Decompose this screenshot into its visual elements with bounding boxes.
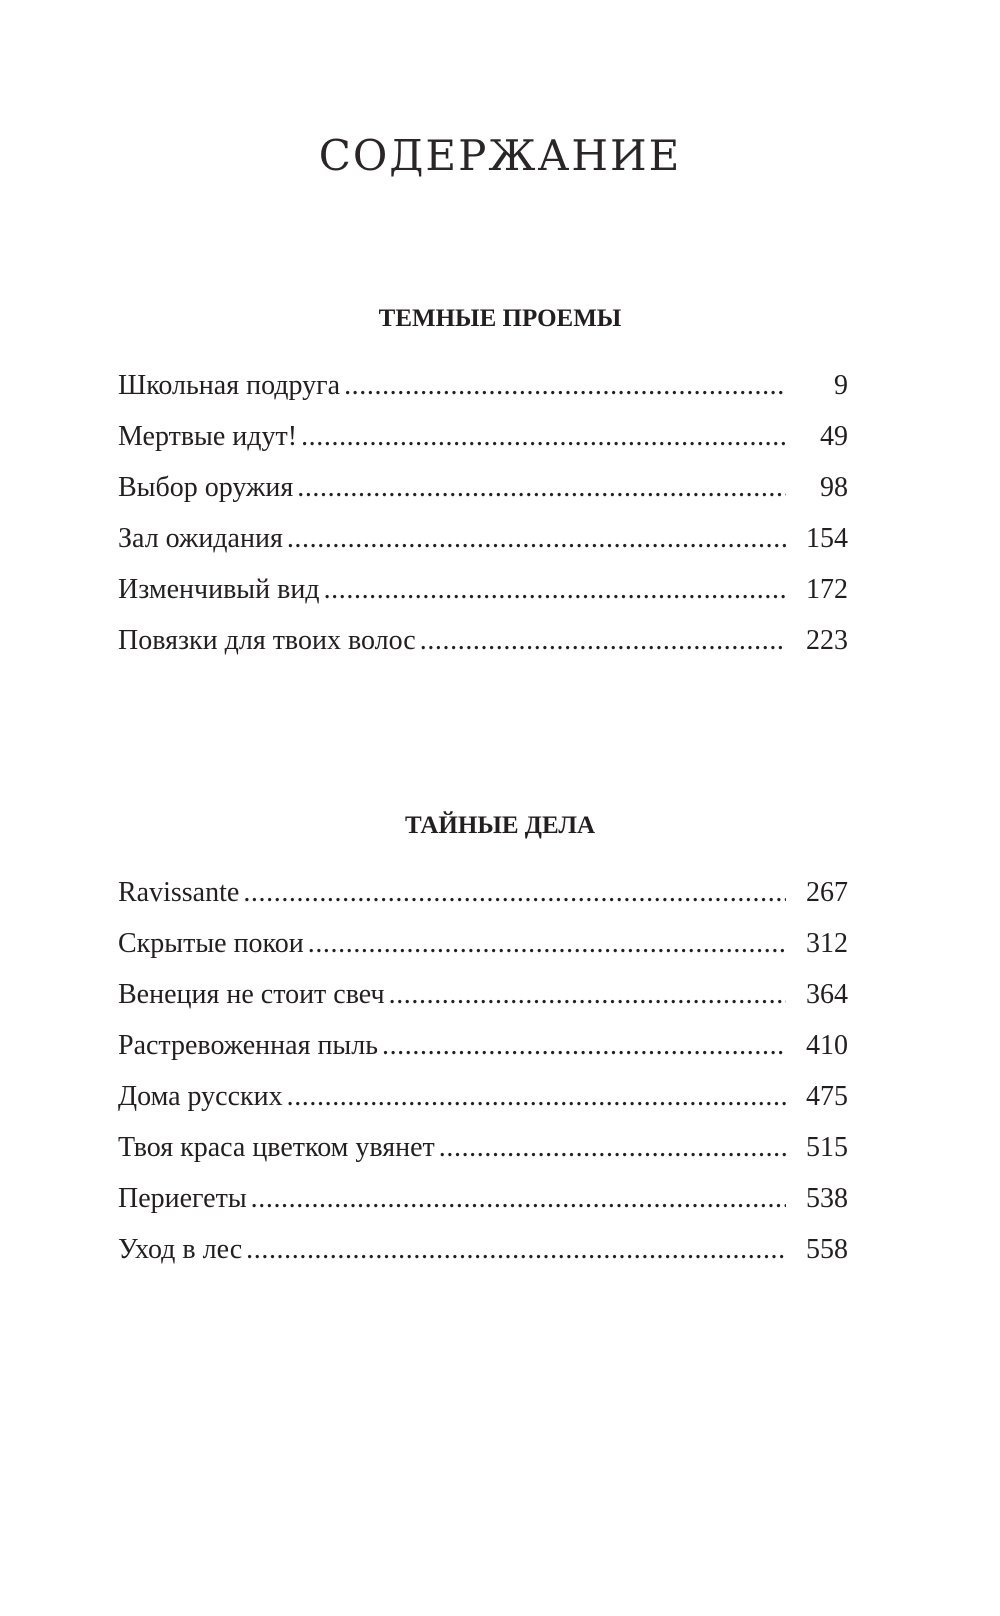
toc-entry[interactable] xyxy=(118,576,848,627)
dot-leader xyxy=(420,627,786,655)
toc-entry-title: Ravissante xyxy=(118,877,240,908)
toc-entry[interactable] xyxy=(118,930,848,981)
toc-entry-title: Мертвые идут! xyxy=(118,421,298,452)
toc-entry[interactable] xyxy=(118,423,848,474)
toc-entry-page: 515 xyxy=(806,1132,848,1163)
toc-entry-title: Периегеты xyxy=(118,1183,247,1214)
section-dark-openings xyxy=(0,306,1000,331)
toc-entry-page: 49 xyxy=(820,421,848,452)
dot-leader xyxy=(389,981,786,1009)
dot-leader xyxy=(287,525,786,553)
toc-entry-title: Уход в лес xyxy=(118,1234,243,1265)
toc-entry[interactable] xyxy=(118,1083,848,1134)
toc-entry-page: 154 xyxy=(806,523,848,554)
toc-entry-page: 475 xyxy=(806,1081,848,1112)
toc-entry[interactable] xyxy=(118,627,848,678)
toc-entry-page: 98 xyxy=(820,472,848,503)
toc-entry[interactable] xyxy=(118,1032,848,1083)
toc-entry[interactable] xyxy=(118,1236,848,1287)
dot-leader xyxy=(324,576,786,604)
dot-leader xyxy=(297,474,786,502)
toc-entry-page: 172 xyxy=(806,574,848,605)
toc-entry-page: 223 xyxy=(806,625,848,656)
toc-entry-page: 558 xyxy=(806,1234,848,1265)
toc-entry-title: Зал ожидания xyxy=(118,523,283,554)
toc-entry-page: 538 xyxy=(806,1183,848,1214)
dot-leader xyxy=(251,1185,786,1213)
section-secret-affairs xyxy=(0,813,1000,838)
dot-leader xyxy=(246,1236,786,1264)
toc-entry-page: 267 xyxy=(806,877,848,908)
dot-leader xyxy=(287,1083,786,1111)
toc-entry[interactable] xyxy=(118,879,848,930)
toc-entry-page: 364 xyxy=(806,979,848,1010)
toc-list-section-1 xyxy=(118,372,848,678)
toc-entry[interactable] xyxy=(118,1185,848,1236)
toc-entry[interactable] xyxy=(118,981,848,1032)
toc-entry-page: 410 xyxy=(806,1030,848,1061)
toc-entry-title: Выбор оружия xyxy=(118,472,294,503)
toc-entry[interactable] xyxy=(118,525,848,576)
toc-list-section-2 xyxy=(118,879,848,1287)
toc-entry-title: Твоя краса цветком увянет xyxy=(118,1132,435,1163)
toc-entry-title: Школьная подруга xyxy=(118,370,341,401)
toc-entry-title: Растревоженная пыль xyxy=(118,1030,378,1061)
toc-entry[interactable] xyxy=(118,372,848,423)
section-heading: ТАЙНЫЕ ДЕЛА xyxy=(404,812,596,839)
toc-entry[interactable] xyxy=(118,1134,848,1185)
dot-leader xyxy=(301,423,786,451)
toc-entry-page: 312 xyxy=(806,928,848,959)
toc-entry-title: Дома русских xyxy=(118,1081,283,1112)
section-heading: ТЕМНЫЕ ПРОЕМЫ xyxy=(378,305,622,332)
dot-leader xyxy=(344,372,786,400)
page-title: СОДЕРЖАНИЕ xyxy=(318,131,682,180)
dot-leader xyxy=(308,930,786,958)
dot-leader xyxy=(243,879,786,907)
toc-entry-title: Скрытые покои xyxy=(118,928,304,959)
toc-entry-page: 9 xyxy=(834,370,848,401)
toc-entry[interactable] xyxy=(118,474,848,525)
dot-leader xyxy=(439,1134,786,1162)
toc-entry-title: Изменчивый вид xyxy=(118,574,320,605)
dot-leader xyxy=(382,1032,786,1060)
toc-entry-title: Повязки для твоих волос xyxy=(118,625,416,656)
toc-entry-title: Венеция не стоит свеч xyxy=(118,979,385,1010)
